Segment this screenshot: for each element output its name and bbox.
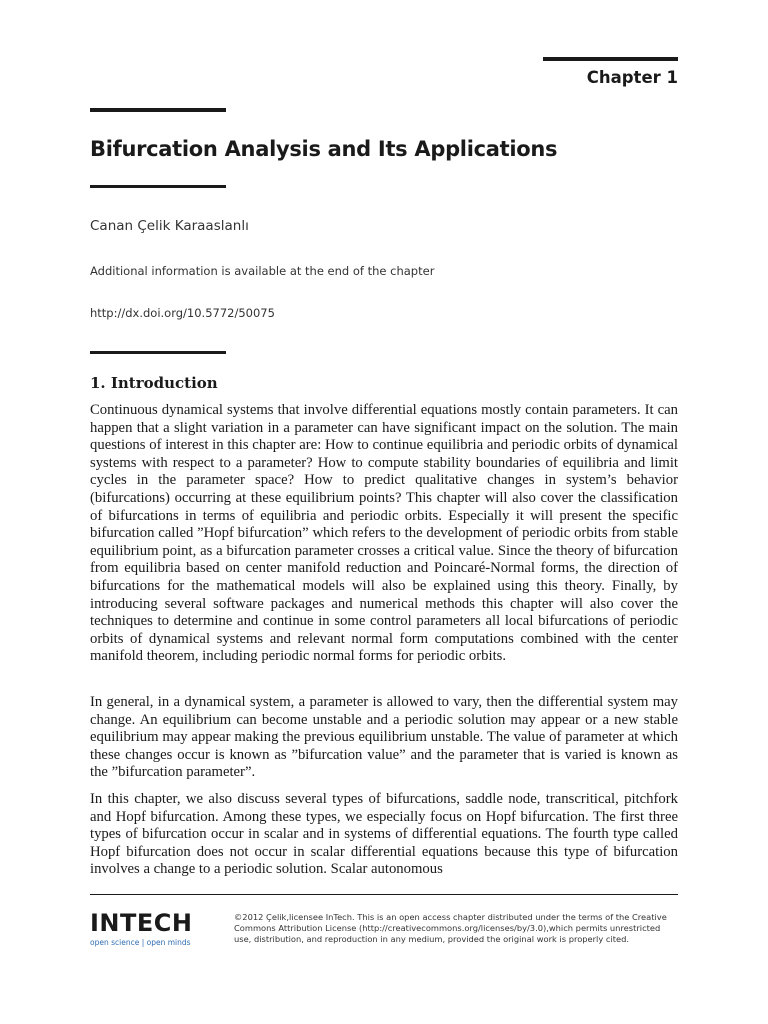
section-heading: 1. Introduction [90, 374, 218, 392]
author-name: Canan Çelik Karaaslanlı [90, 218, 249, 234]
publisher-logo [90, 909, 193, 947]
license-notice: ©2012 Çelik,licensee InTech. This is an open access chapter distributed under the terms of the Creative Commons Attribution License (http://creativecommons.org/licenses/by/3.0),which permits unrestricted use, distribution, and reproduction in any medium, provided the original work is properly cited. [234, 912, 667, 944]
chapter-label: Chapter 1 [586, 68, 678, 87]
body-paragraph: Continuous dynamical systems that involve differential equations mostly contain parameters. It can happen that a slight variation in a parameter can have significant impact on the solution. The main questions of interest in this chapter are: How to continue equilibria and periodic orbits of dynamical systems with respect to a parameter? How to compute stability boundaries of equilibria and limit cycles in the parameter space? How to predict qualitative changes in system’s behavior (bifurcations) occurring at these equilibrium points? This chapter will also cover the classification of bifurcations in terms of equilibria and periodic orbits. Especially it will present the specific bifurcation called ”Hopf bifurcation” which refers to the development of periodic orbits from stable equilibrium point, as a bifurcation parameter crosses a critical value. Since the theory of bifurcation from equilibria based on center manifold reduction and Poincaré-Normal forms, the direction of bifurcations for the mathematical models will also be explained using this theory. Finally, by introducing several software packages and numerical methods this chapter will also cover the techniques to determine and continue in some control parameters all local bifurcations of periodic orbits of dynamical systems and relevant normal form computations combined with the center manifold theorem, including periodic normal forms for periodic orbits. [90, 402, 678, 665]
doi-rule [90, 351, 226, 354]
title-bottom-rule [90, 185, 226, 188]
body-paragraph: In general, in a dynamical system, a parameter is allowed to vary, then the differential system may change. An equilibrium can become unstable and a periodic solution may appear or a new stable equilibrium may appear making the previous equilibrium unstable. The value of parameter at which these changes occur is known as ”bifurcation value” and the parameter that is varied is known as the ”bifurcation parameter”. [90, 694, 678, 781]
publisher-logo-text: INTECH [90, 909, 193, 937]
page-title: Bifurcation Analysis and Its Applications [90, 137, 558, 161]
footer-rule [90, 894, 678, 895]
body-paragraph: In this chapter, we also discuss several types of bifurcations, saddle node, transcritical, pitchfork and Hopf bifurcation. Among these types, we especially focus on Hopf bifurcation. The first three types of bifurcation occur in scalar and in systems of differential equations. The fourth type called Hopf bifurcation does not occur in scalar differential equations because this type of bifurcation involves a change to a periodic solution. Scalar autonomous [90, 791, 678, 878]
additional-info-note: Additional information is available at the end of the chapter [90, 264, 435, 278]
title-top-rule [90, 108, 226, 112]
doi-link[interactable]: http://dx.doi.org/10.5772/50075 [90, 306, 275, 320]
publisher-logo-tagline: open science | open minds [90, 938, 191, 947]
chapter-rule [543, 57, 678, 61]
